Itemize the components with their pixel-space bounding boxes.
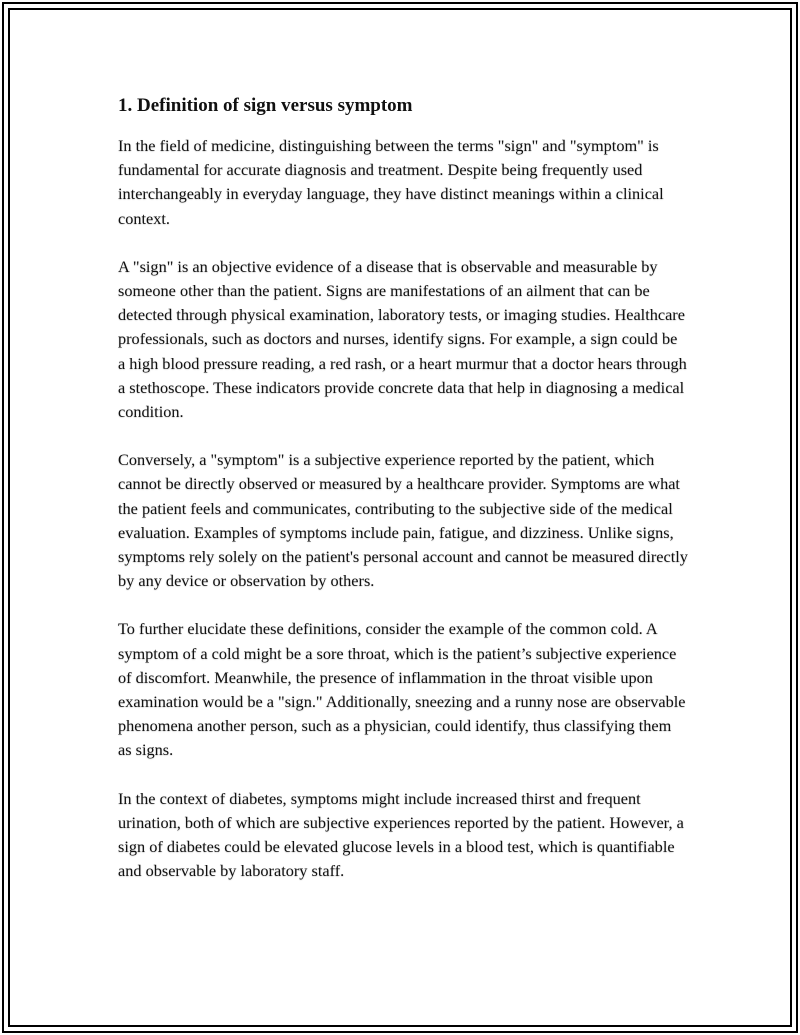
paragraph-diabetes-example: In the context of diabetes, symptoms might include increased thirst and frequent urination, both of which are subjective experiences reported by the patient. However, a sign of diabetes could be elevated glucose levels in a blood test, which is quantifiable and observable by laboratory staff.: [118, 788, 684, 881]
section-heading: 1. Definition of sign versus symptom: [118, 95, 413, 116]
document-body: [118, 92, 688, 907]
paragraph-common-cold-example: To further elucidate these definitions, consider the example of the common cold. A symptom of a cold might be a sore throat, which is the patient’s subjective experience of discomfort. Meanwhile, the presence of inflammation in the throat visible upon examination would be a "sign." Additionally, sneezing and a runny nose are observable phenomena another person, such as a physician, could identify, thus classifying them as signs.: [118, 619, 686, 760]
paragraph-symptom-definition: Conversely, a "symptom" is a subjective experience reported by the patient, which cannot be directly observed or measured by a healthcare provider. Symptoms are what the patient feels and communicates, contributing to the subjective side of the medical evaluation. Examples of symptoms include pain, fatigue, and dizziness. Unlike signs, symptoms rely solely on the patient's personal account and cannot be measured directly by any device or observation by others.: [118, 450, 688, 591]
paragraph-sign-definition: A "sign" is an objective evidence of a disease that is observable and measurable by someone other than the patient. Signs are manifestations of an ailment that can be detected through physical examination, laboratory tests, or imaging studies. Healthcare professionals, such as doctors and nurses, identify signs. For example, a sign could be a high blood pressure reading, a red rash, or a heart murmur that a doctor hears through a stethoscope. These indicators provide concrete data that help in diagnosing a medical condition.: [118, 256, 687, 422]
paragraph-intro: In the field of medicine, distinguishing between the terms "sign" and "symptom" is fundamental for accurate diagnosis and treatment. Despite being frequently used interchangeably in everyday language, they have distinct meanings within a clinical context.: [118, 136, 664, 228]
